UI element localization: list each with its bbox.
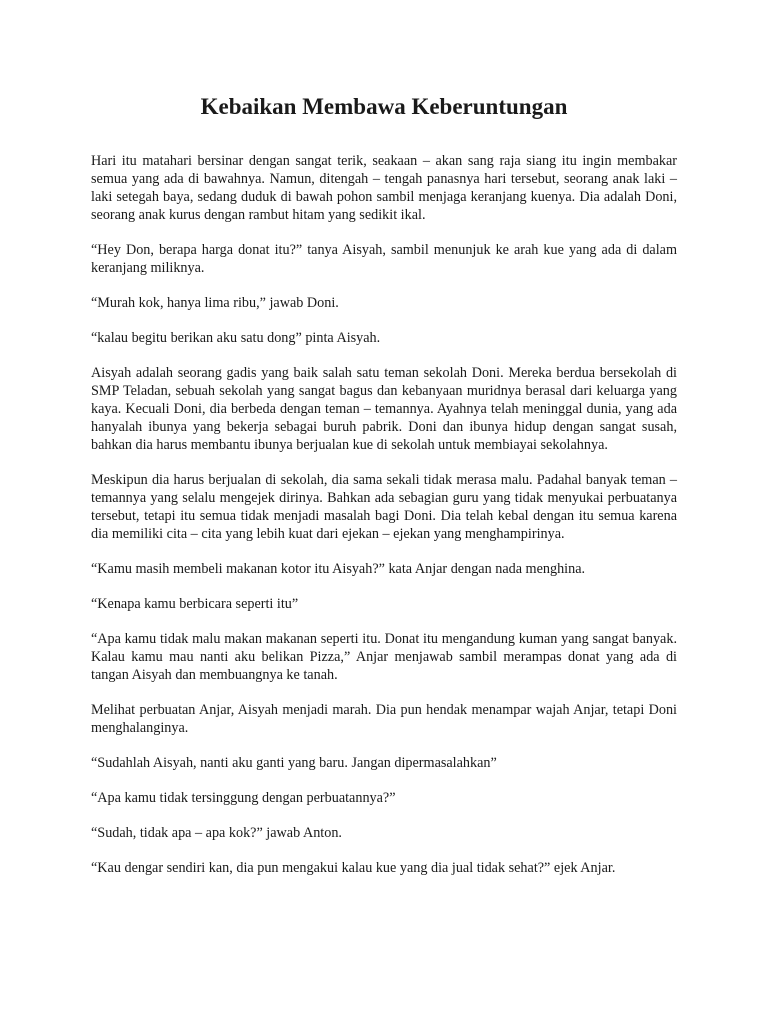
paragraph-5: Aisyah adalah seorang gadis yang baik salah satu teman sekolah Doni. Mereka berdua bersekolah di SMP Teladan, sebuah sekolah yang sangat bagus dan kebanyaan muridnya berasal dari keluarga yang kaya. Kecuali Doni, dia berbeda dengan teman – temannya. Ayahnya telah meninggal dunia, yang ada hanyalah ibunya yang bekerja sebagai buruh pabrik. Doni dan ibunya hidup dengan sangat susah, bahkan dia harus membantu ibunya berjualan kue di sekolah untuk membiayai sekolahnya. [91,365,677,453]
paragraph-4: “kalau begitu berikan aku satu dong” pinta Aisyah. [91,330,381,346]
paragraph-11: “Sudahlah Aisyah, nanti aku ganti yang baru. Jangan dipermasalahkan” [91,755,497,771]
paragraph-8: “Kenapa kamu berbicara seperti itu” [91,596,299,612]
paragraph-7: “Kamu masih membeli makanan kotor itu Aisyah?” kata Anjar dengan nada menghina. [91,561,586,577]
paragraph-13: “Sudah, tidak apa – apa kok?” jawab Anton. [91,825,342,841]
paragraph-10: Melihat perbuatan Anjar, Aisyah menjadi marah. Dia pun hendak menampar wajah Anjar, tetapi Doni menghalanginya. [91,702,677,736]
paragraph-3: “Murah kok, hanya lima ribu,” jawab Doni. [91,295,339,311]
paragraph-1: Hari itu matahari bersinar dengan sangat terik, seakaan – akan sang raja siang itu ingin membakar semua yang ada di bawahnya. Namun, ditengah – tengah panasnya hari tersebut, seorang anak laki – laki setegah baya, sedang duduk di bawah pohon sambil menjaga keranjang kuenya. Dia adalah Doni, seorang anak kurus dengan rambut hitam yang sedikit ikal. [91,153,677,223]
document-title: Kebaikan Membawa Keberuntungan [200,94,568,119]
paragraph-12: “Apa kamu tidak tersinggung dengan perbuatannya?” [91,790,396,806]
paragraph-14: “Kau dengar sendiri kan, dia pun mengakui kalau kue yang dia jual tidak sehat?” ejek Anjar. [91,860,616,876]
paragraph-9: “Apa kamu tidak malu makan makanan seperti itu. Donat itu mengandung kuman yang sangat banyak. Kalau kamu mau nanti aku belikan Pizza,” Anjar menjawab sambil merampas donat yang ada di tangan Aisyah dan membuangnya ke tanah. [91,631,677,683]
paragraph-2: “Hey Don, berapa harga donat itu?” tanya Aisyah, sambil menunjuk ke arah kue yang ada di dalam keranjang miliknya. [91,242,677,276]
paragraph-6: Meskipun dia harus berjualan di sekolah, dia sama sekali tidak merasa malu. Padahal banyak teman – temannya yang selalu mengejek dirinya. Bahkan ada sebagian guru yang tidak menyukai perbuatanya tersebut, tetapi itu semua tidak menjadi masalah bagi Doni. Dia telah kebal dengan itu semua karena dia memiliki cita – cita yang lebih kuat dari ejekan – ejekan yang menghampirinya. [91,472,677,542]
document-body [91,152,677,877]
